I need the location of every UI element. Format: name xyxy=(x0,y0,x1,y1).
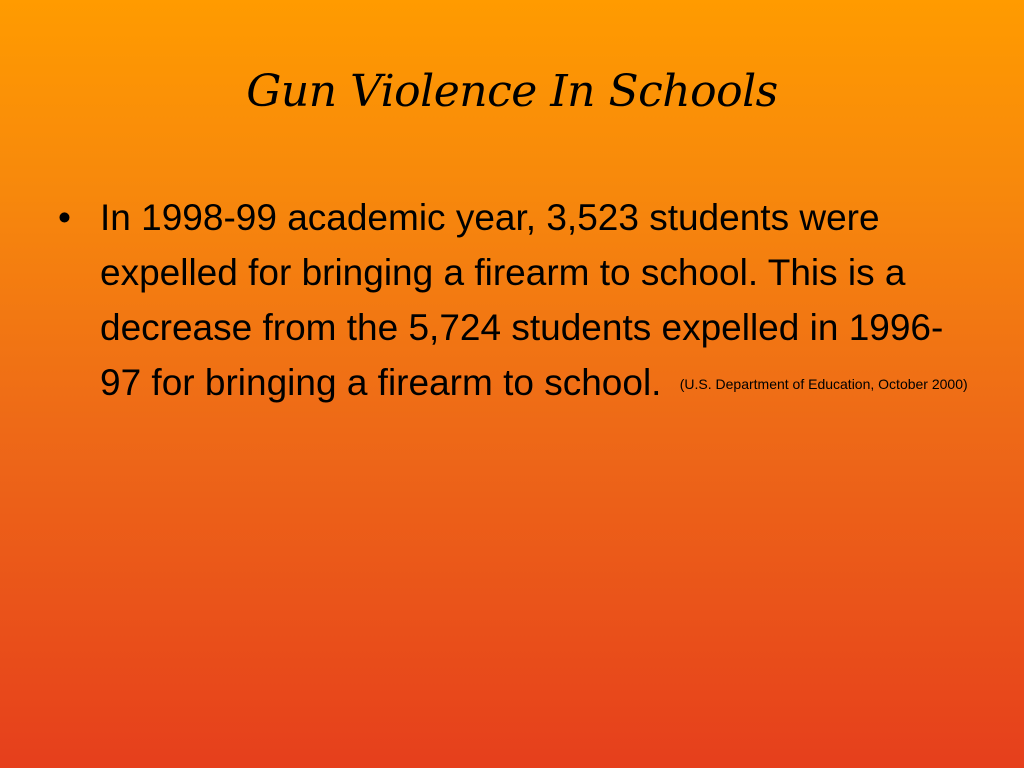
bullet-icon: • xyxy=(58,197,71,238)
citation: (U.S. Department of Education, October 2000) xyxy=(679,376,968,392)
bullet-text: In 1998-99 academic year, 3,523 students were expelled for bringing a firearm to school. This is a decrease from the 5,724 students expelled in 1996-97 for bringing a firearm to school. xyxy=(100,197,944,403)
list-item xyxy=(58,190,978,410)
bullet-list xyxy=(58,190,978,410)
slide-title: Gun Violence In Schools xyxy=(246,66,778,117)
